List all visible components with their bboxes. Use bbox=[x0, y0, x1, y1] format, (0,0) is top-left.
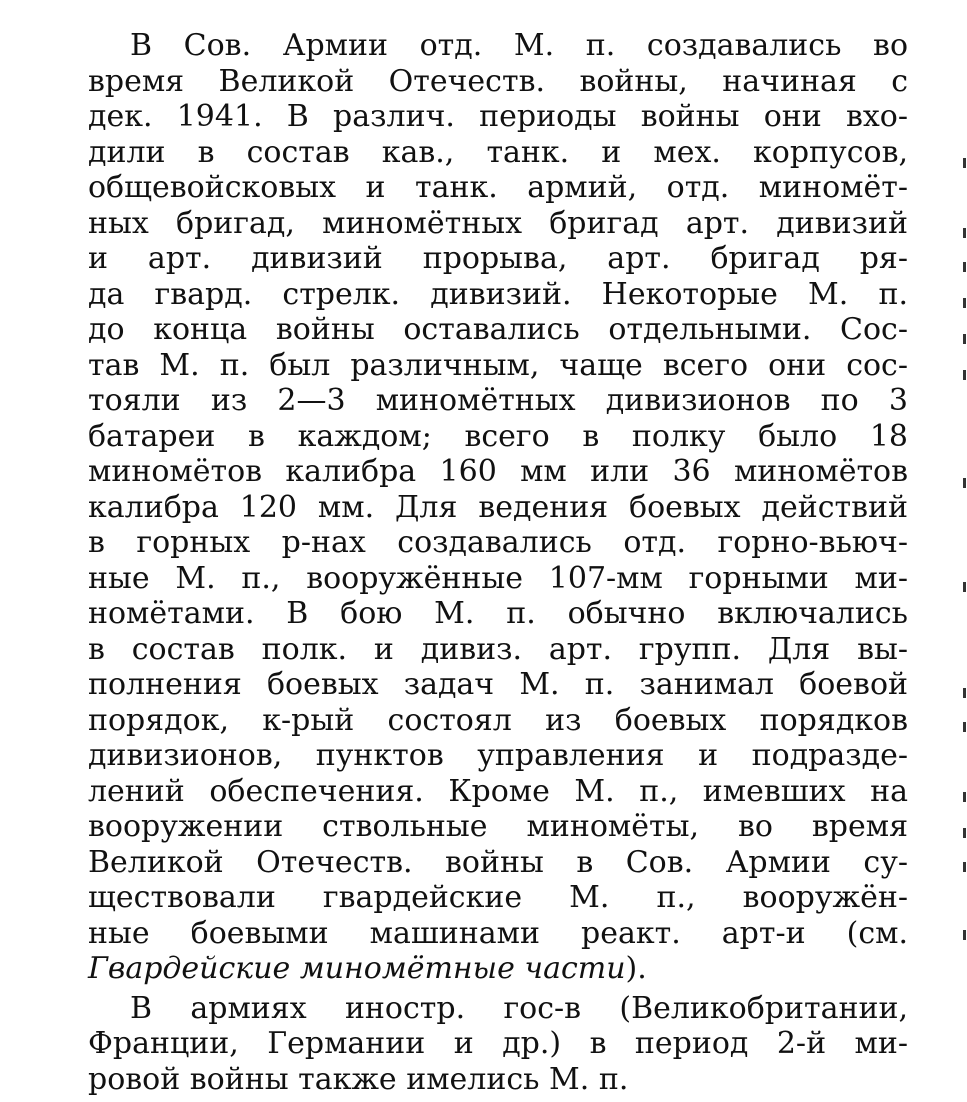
edge-mark bbox=[963, 828, 966, 838]
text-line: номётами. В бою М. п. обычно включались bbox=[88, 596, 908, 631]
text-line: лений обеспечения. Кроме М. п., имевших на bbox=[88, 773, 908, 809]
text-line: ные боевыми машинами реакт. арт-и (см. bbox=[88, 915, 908, 951]
text-line: Великой Отечеств. войны в Сов. Армии су- bbox=[88, 844, 908, 880]
text-line: калибра 120 мм. Для ведения боевых действий bbox=[88, 489, 908, 525]
edge-mark bbox=[963, 370, 966, 380]
text-line: В Сов. Армии отд. М. п. создавались во bbox=[130, 28, 908, 63]
text-line-cross-reference bbox=[88, 951, 908, 987]
text-line: и арт. дивизий прорыва, арт. бригад ря- bbox=[88, 241, 908, 276]
edge-mark bbox=[963, 298, 966, 308]
cross-reference-tail: ). bbox=[625, 951, 647, 986]
text-line: ровой войны также имелись М. п. bbox=[88, 1061, 629, 1097]
edge-mark bbox=[963, 262, 966, 272]
edge-mark bbox=[963, 582, 966, 592]
text-line: в горных р-нах создавались отд. горно-вьюч- bbox=[88, 525, 908, 560]
text-line: полнения боевых задач М. п. занимал боевой bbox=[88, 667, 908, 702]
text-line: В армиях иностр. гос-в (Великобритании, bbox=[130, 990, 908, 1026]
text-line: Франции, Германии и др.) в период 2-й ми- bbox=[88, 1026, 908, 1061]
edge-mark bbox=[963, 688, 966, 698]
text-line: да гвард. стрелк. дивизий. Некоторые М. п. bbox=[88, 276, 908, 312]
edge-mark bbox=[963, 862, 966, 872]
edge-mark bbox=[963, 478, 966, 488]
text-line: ществовали гвардейские М. п., вооружён- bbox=[88, 880, 908, 915]
text-line: время Великой Отечеств. войны, начиная с bbox=[88, 63, 908, 99]
paragraph-foreign-armies bbox=[88, 991, 908, 1098]
adjacent-column-edge bbox=[961, 0, 967, 1102]
text-line: тояли из 2—3 миномётных дивизионов по 3 bbox=[88, 383, 908, 418]
text-line: ных бригад, миномётных бригад арт. дивизий bbox=[88, 205, 908, 241]
text-line: в состав полк. и дивиз. арт. групп. Для вы- bbox=[88, 631, 908, 667]
text-line: ные М. п., вооружённые 107-мм горными ми- bbox=[88, 560, 908, 596]
edge-mark bbox=[963, 792, 966, 802]
text-line: порядок, к-рый состоял из боевых порядков bbox=[88, 702, 908, 738]
edge-mark bbox=[963, 334, 966, 344]
edge-mark bbox=[963, 158, 966, 168]
text-line: дивизионов, пунктов управления и подразде- bbox=[88, 738, 908, 773]
edge-mark bbox=[963, 722, 966, 732]
paragraph-soviet-regiments bbox=[88, 28, 908, 987]
text-line: тав М. п. был различным, чаще всего они сос- bbox=[88, 347, 908, 383]
text-line: батареи в каждом; всего в полку было 18 bbox=[88, 418, 908, 454]
text-line: вооружении ствольные миномёты, во время bbox=[88, 809, 908, 844]
cross-reference-link[interactable]: Гвардейские миномётные части bbox=[88, 951, 626, 986]
text-line: до конца войны оставались отдельными. Сос- bbox=[88, 312, 908, 347]
edge-mark bbox=[963, 930, 966, 940]
text-column bbox=[88, 28, 908, 1097]
text-line: дек. 1941. В различ. периоды войны они вхо- bbox=[88, 99, 908, 134]
text-line: общевойсковых и танк. армий, отд. миномёт- bbox=[88, 170, 908, 205]
text-line: дили в состав кав., танк. и мех. корпусов, bbox=[88, 134, 908, 170]
edge-mark bbox=[963, 228, 966, 238]
text-line: миномётов калибра 160 мм или 36 миномётов bbox=[88, 454, 908, 489]
